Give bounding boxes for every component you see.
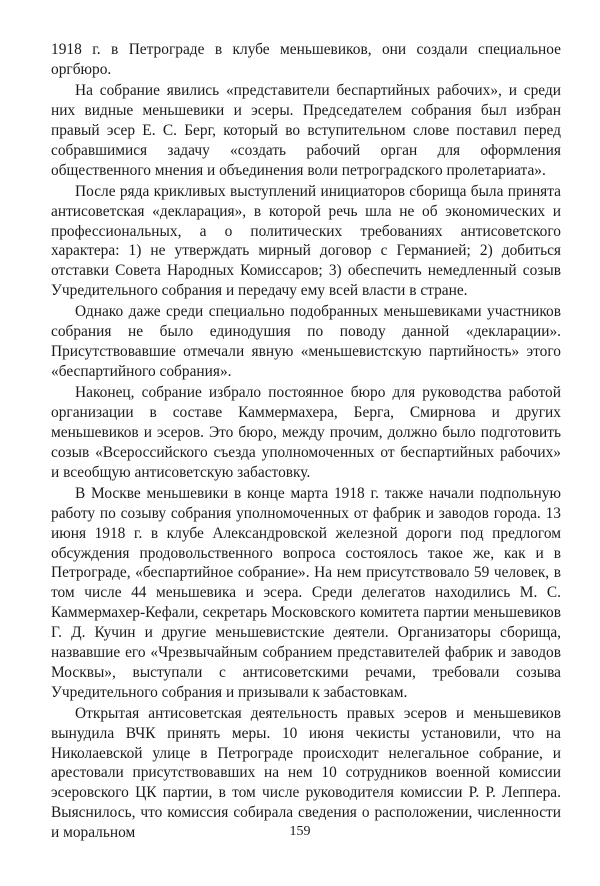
paragraph-3: После ряда крикливых выступлений инициаторов сборища была принята антисоветская «декларация», в которой речь шла не об экономических и профессиональных, а о политических требованиях антисоветского характера: 1) не утверждать мирный договор с Германией; 2) добиться отставки Совета Народных Комиссаров; 3) обеспечить немедленный созыв Учредительного собрания и передачу ему всей власти в стране. <box>51 182 561 300</box>
page-body <box>51 40 561 843</box>
paragraph-5: Наконец, собрание избрало постоянное бюро для руководства работой организации в составе Каммермахера, Берга, Смирнова и других меньшевиков и эсеров. Это бюро, между прочим, должно было подготовить созыв «Всероссийского съезда уполномоченных от беспартийных рабочих» и всеобщую антисоветскую забастовку. <box>51 384 561 481</box>
paragraph-1: 1918 г. в Петрограде в клубе меньшевиков, они создали специальное оргбюро. <box>51 41 561 78</box>
paragraph-7: Открытая антисоветская деятельность правых эсеров и меньшевиков вынудила ВЧК принять меры. 10 июня чекисты установили, что на Николаевской улице в Петрограде происходит нелегальное собрание, и арестовали присутствовавших на нем 10 сотрудников военной комиссии эсеровского ЦК партии, в том числе руководителя комиссии Р. Р. Леппера. Выяснилось, что комиссия собирала сведения о расположении, численности и моральном <box>51 704 561 841</box>
paragraph-2: На собрание явились «представители беспартийных рабочих», и среди них видные меньшевики и эсеры. Председателем собрания был избран правый эсер Е. С. Берг, который во вступительном слове поставил перед собравшимися задачу «создать рабочий орган для оформления общественного мнения и объединения воли петроградского пролетариата». <box>51 82 561 179</box>
paragraph-6: В Москве меньшевики в конце марта 1918 г. также начали подпольную работу по созыву собрания уполномоченных от фабрик и заводов города. 13 июня 1918 г. в клубе Александровской железной дороги под предлогом обсуждения продовольственного вопроса состоялось такое же, как и в Петрограде, «беспартийное собрание». На нем присутствовало 59 человек, в том числе 44 меньшевика и эсера. Среди делегатов находились М. С. Каммермахер-Кефали, секретарь Московского комитета партии меньшевиков Г. Д. Кучин и другие меньшевистские деятели. Организаторы сборища, назвавшие его «Чрезвычайным собранием представителей фабрик и заводов Москвы», выступали с антисоветскими речами, требовали созыва Учредительного собрания и призывали к забастовкам. <box>51 485 561 701</box>
paragraph-4: Однако даже среди специально подобранных меньшевиками участников собрания не было единодушия по поводу данной «декларации». Присутствовавшие отмечали явную «меньшевистскую партийность» этого «беспартийного собрания». <box>51 303 561 380</box>
page-number: 159 <box>289 824 311 839</box>
